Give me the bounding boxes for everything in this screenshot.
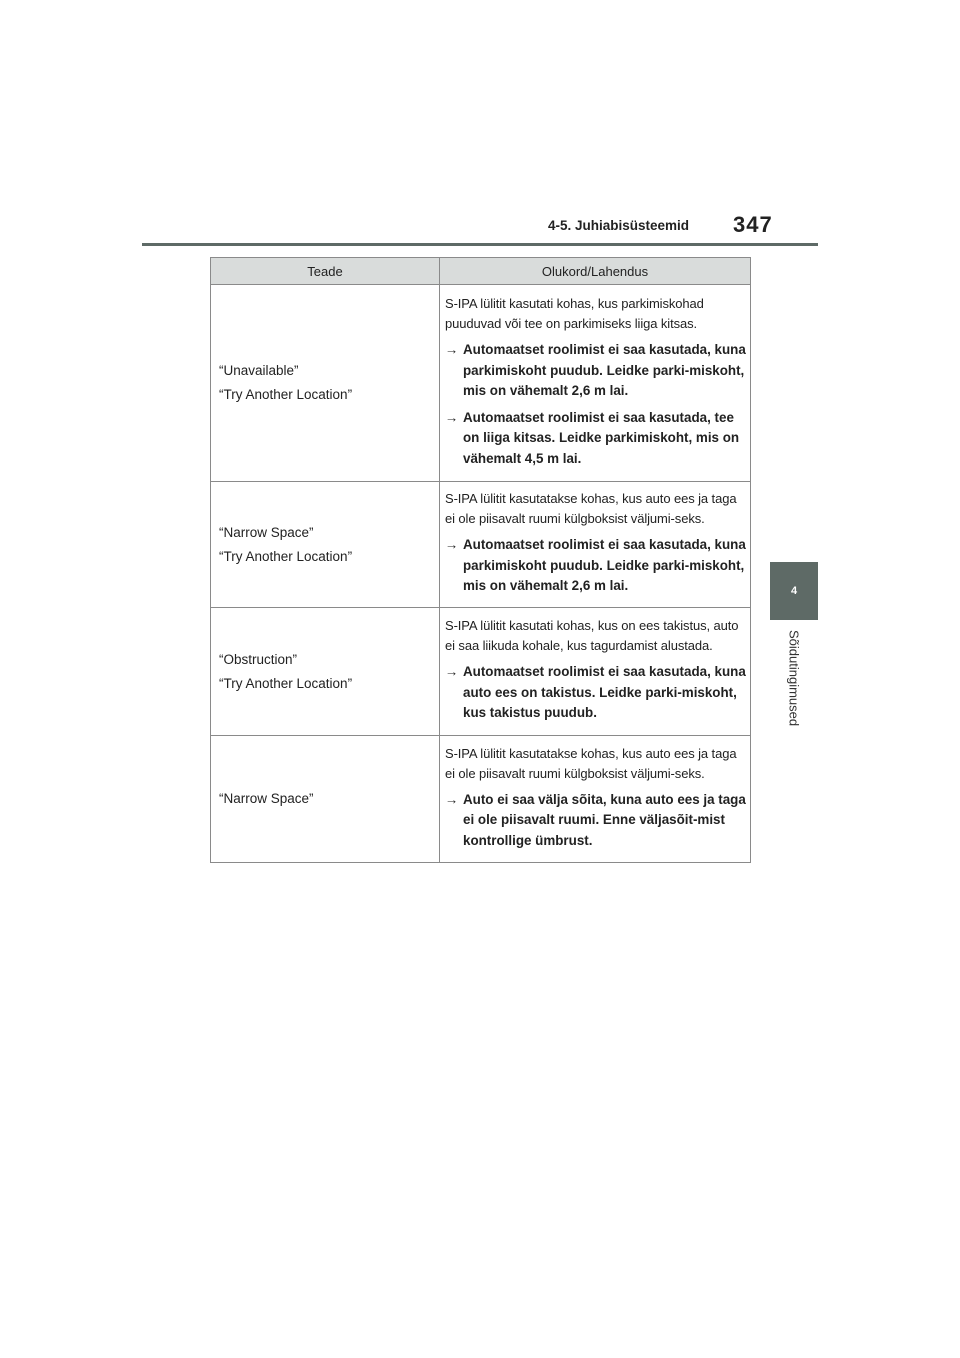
solution-action — [445, 408, 747, 470]
message-cell — [211, 736, 440, 863]
message-text: “Narrow Space” — [219, 791, 314, 806]
solution-action — [445, 662, 747, 724]
arrow-right-icon: → — [445, 342, 459, 357]
table-body — [211, 285, 751, 863]
message-cell — [211, 285, 440, 482]
situation-description: S-IPA lülitit kasutati kohas, kus parkimiskohad puuduvad või tee on parkimiseks liiga kitsas. — [445, 296, 704, 331]
chapter-title — [770, 630, 818, 750]
solution-cell — [440, 736, 751, 863]
table-row — [211, 285, 751, 482]
solution-action — [445, 340, 747, 402]
page-number: 347 — [733, 212, 773, 237]
arrow-right-icon: → — [445, 664, 459, 680]
header-rule — [142, 243, 818, 246]
column-header-solution: Olukord/Lahendus — [440, 258, 751, 285]
chapter-title-text: Sõidutingimused — [786, 630, 802, 727]
message-text: “Try Another Location” — [219, 675, 353, 691]
solution-action-text: Automaatset roolimist ei saa kasutada, kuna parkimiskoht puudub. Leidke parki-miskoht, mis on vähemalt 2,6 m lai. — [463, 342, 746, 398]
situation-description: S-IPA lülitit kasutatakse kohas, kus auto ees ja taga ei ole piisavalt ruumi külgboksist väljumi-seks. — [445, 491, 737, 527]
solution-action-text: Auto ei saa välja sõita, kuna auto ees ja taga ei ole piisavalt ruumi. Enne väljasõit-mist kontrollige ümbrust. — [463, 791, 746, 848]
solution-cell — [440, 482, 751, 608]
solution-action-text: Automaatset roolimist ei saa kasutada, kuna auto ees on takistus. Leidke parki-miskoht, kus takistus puudub. — [463, 664, 746, 721]
message-text: “Try Another Location” — [219, 387, 353, 402]
solution-cell — [440, 285, 751, 482]
situation-description: S-IPA lülitit kasutatakse kohas, kus auto ees ja taga ei ole piisavalt ruumi külgboksist väljumi-seks. — [445, 745, 737, 781]
message-text: “Try Another Location” — [219, 548, 353, 564]
table-row — [211, 736, 751, 863]
table-row — [211, 482, 751, 608]
solution-action — [445, 790, 747, 852]
message-text: “Obstruction” — [219, 651, 298, 667]
situation-description: S-IPA lülitit kasutati kohas, kus on ees takistus, auto ei saa liikuda kohale, kus tagurdamist alustada. — [445, 618, 739, 654]
solution-cell — [440, 608, 751, 736]
table-row — [211, 608, 751, 736]
arrow-right-icon: → — [445, 791, 459, 807]
solution-action — [445, 535, 747, 597]
message-cell — [211, 482, 440, 608]
arrow-right-icon: → — [445, 409, 459, 425]
chapter-tab[interactable]: 4 — [770, 562, 818, 620]
table-header-row — [211, 258, 751, 285]
solution-action-text: Automaatset roolimist ei saa kasutada, kuna parkimiskoht puudub. Leidke parki-miskoht, mis on vähemalt 2,6 m lai. — [463, 537, 746, 594]
message-cell — [211, 608, 440, 736]
message-table — [210, 257, 751, 863]
arrow-right-icon: → — [445, 537, 459, 553]
section-title: 4-5. Juhiabisüsteemid — [548, 218, 690, 233]
solution-action-text: Automaatset roolimist ei saa kasutada, tee on liiga kitsas. Leidke parkimiskoht, mis on vähemalt 4,5 m lai. — [463, 409, 740, 466]
message-text: “Narrow Space” — [219, 524, 314, 540]
message-text: “Unavailable” — [219, 363, 299, 378]
column-header-message: Teade — [211, 258, 440, 285]
